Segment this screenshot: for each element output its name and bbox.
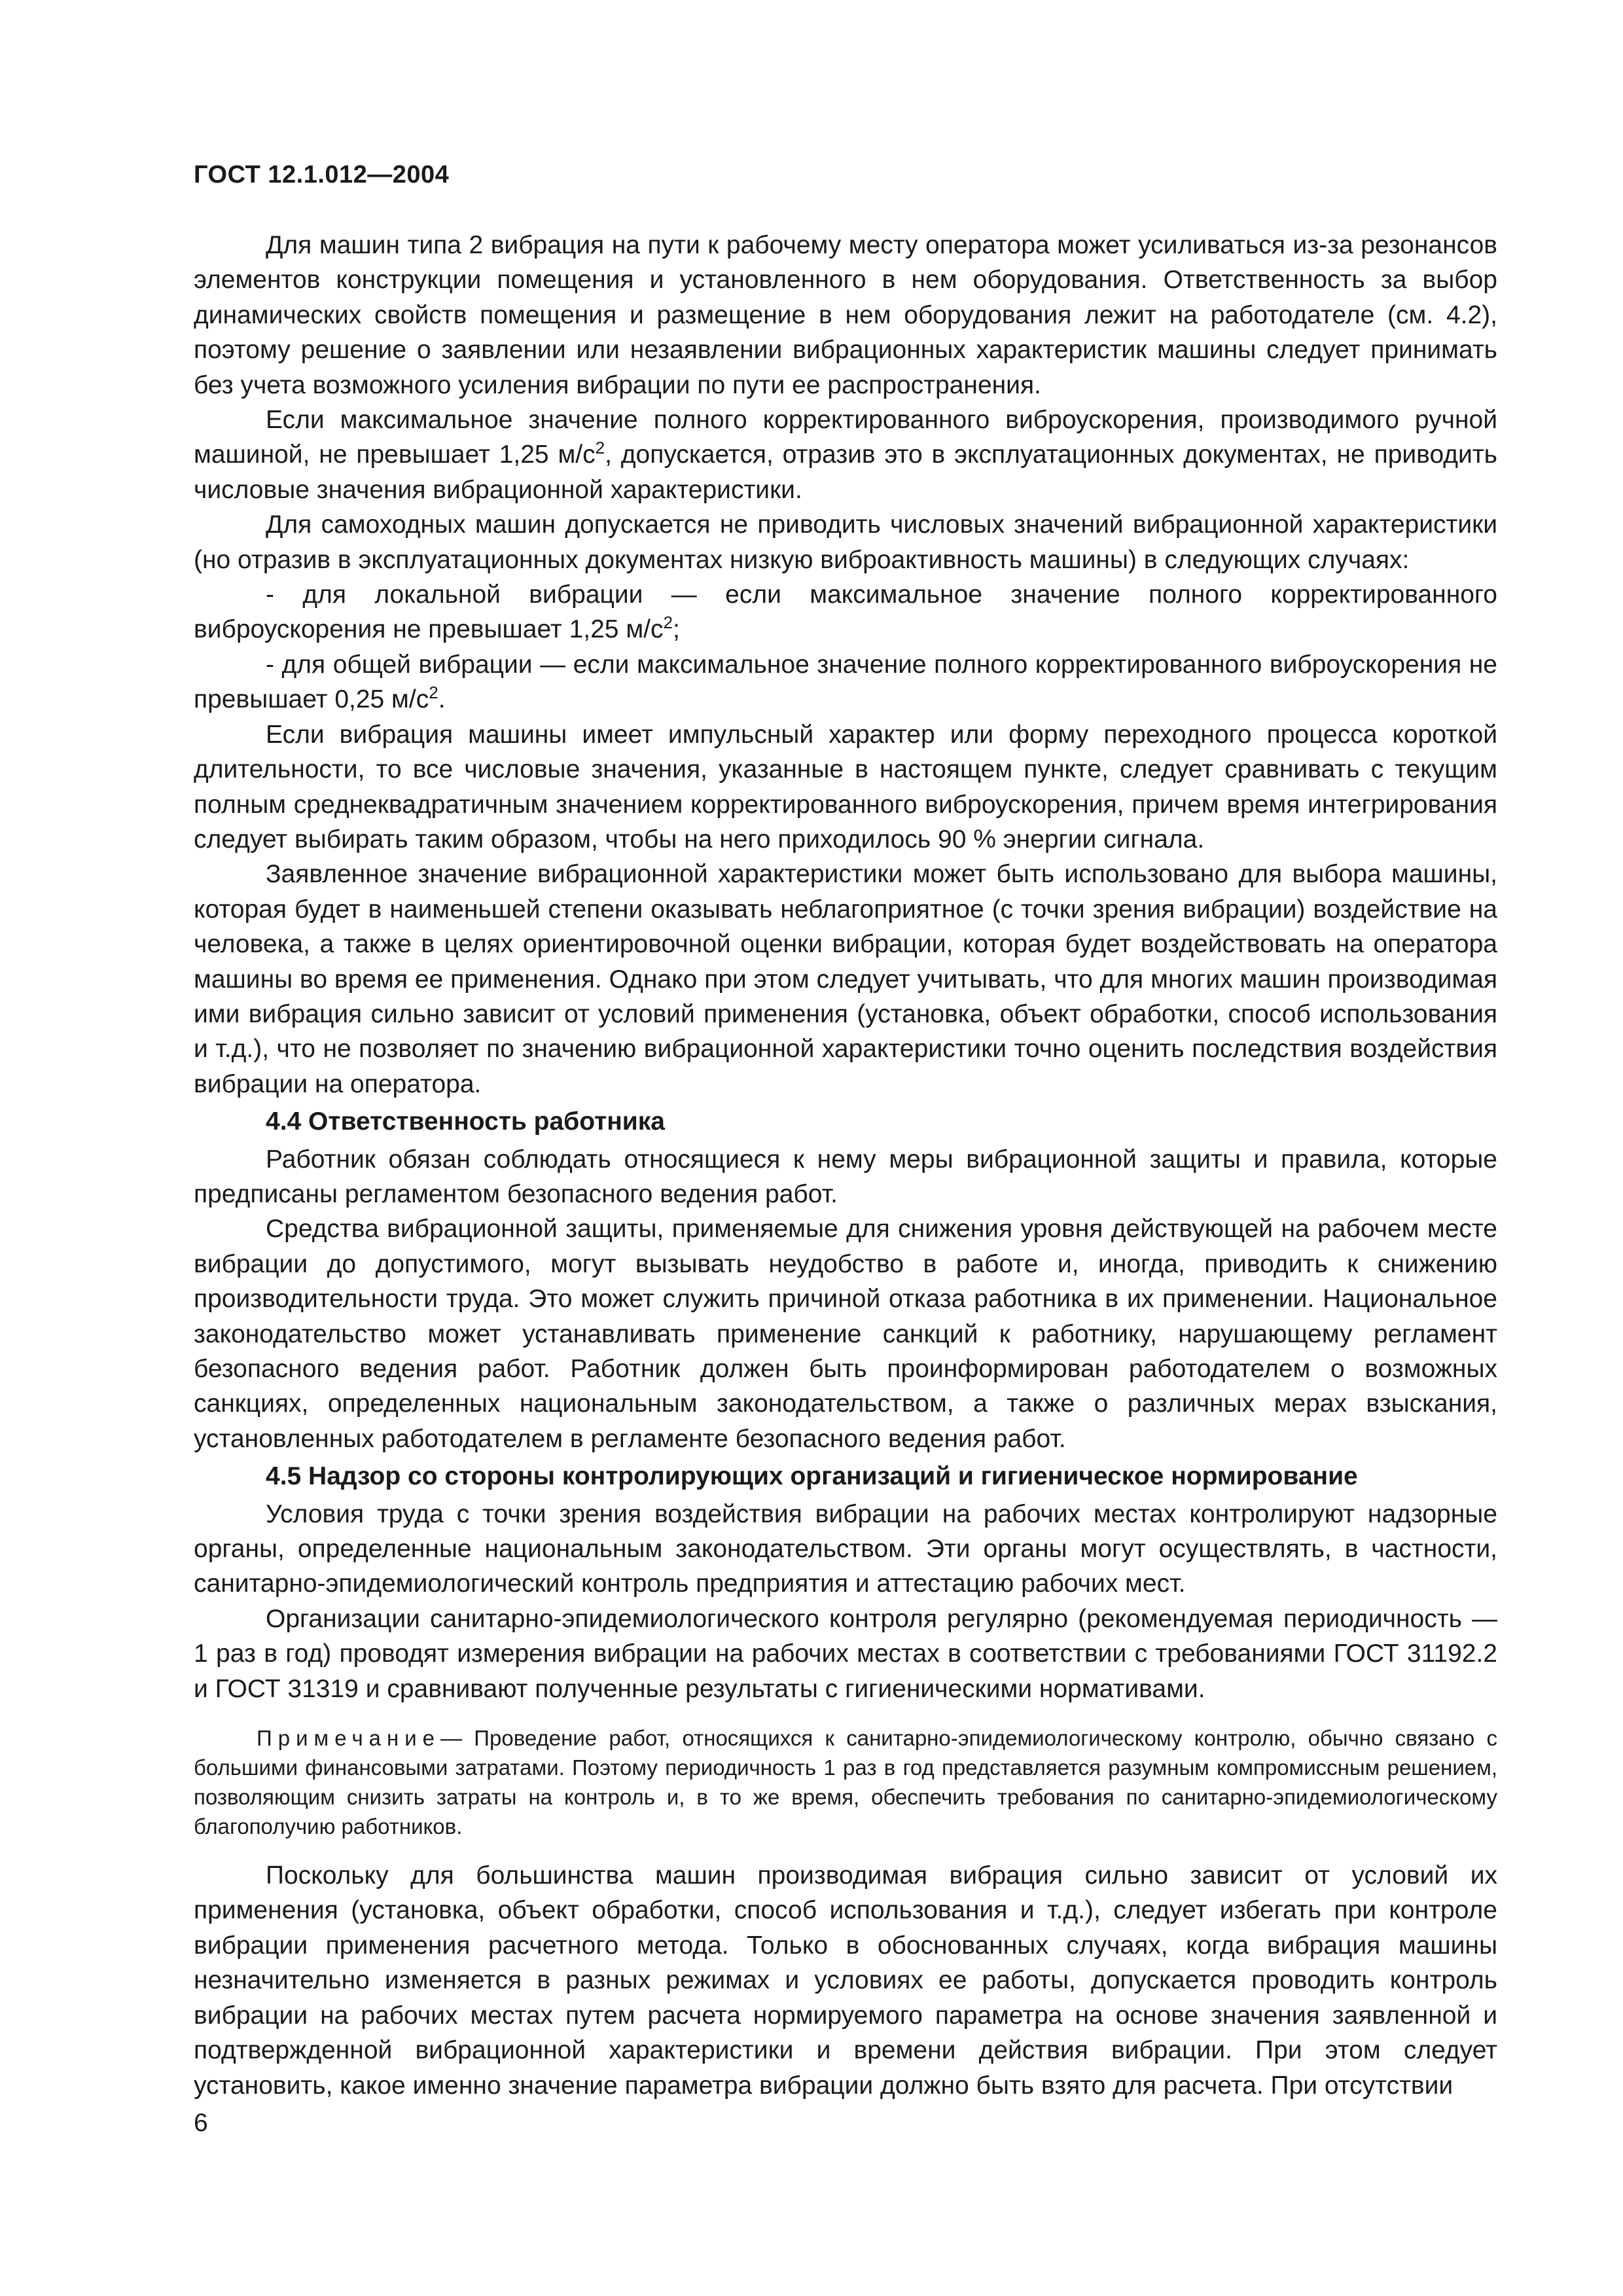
paragraph: Если вибрация машины имеет импульсный характер или форму переходного процесса короткой длительности, то все числовые значения, указанные в настоящем пункте, следует сравнивать с текущим полным среднеквадратичным значением корректированного виброускорения, причем время интегрирования следует выбирать таким образом, чтобы на него приходилось 90 % энергии сигнала. bbox=[194, 720, 1497, 853]
page-body bbox=[194, 228, 1497, 2103]
note bbox=[194, 1723, 1497, 1841]
paragraph: Заявленное значение вибрационной характеристики может быть использовано для выбора машины, которая будет в наименьшей степени оказывать неблагоприятное (с точки зрения вибрации) воздействие на человека, а также в целях ориентировочной оценки вибрации, которая будет воздействовать на оператора машины во время ее применения. Однако при этом следует учитывать, что для многих машин производимая ими вибрация сильно зависит от условий применения (установка, объект обработки, способ использования и т.д.), что не позволяет по значению вибрационной характеристики точно оценить последствия воздействия вибрации на оператора. bbox=[194, 860, 1497, 1098]
paragraph-text: , допускается, отразив это в эксплуатационных документах, не приводить числовые значения вибрационной характеристики. bbox=[194, 440, 1498, 504]
page-number: 6 bbox=[194, 2109, 208, 2137]
paragraph: Организации санитарно-эпидемиологического контроля регулярно (рекомендуемая периодичность — 1 раз в год) проводят измерения вибрации на рабочих местах в соответствии с требованиями ГОСТ 31192.2 и ГОСТ 31319 и сравнивают полученные результаты с гигиеническими нормативами. bbox=[194, 1604, 1497, 1703]
superscript: 2 bbox=[595, 438, 605, 458]
list-item bbox=[194, 577, 1497, 647]
document-header: ГОСТ 12.1.012—2004 bbox=[194, 161, 450, 188]
paragraph-text: Если максимальное значение полного корректированного виброускорения, производимого ручной машиной, не превышает 1,25 м/с bbox=[194, 406, 1497, 469]
paragraph bbox=[194, 403, 1497, 507]
list-item bbox=[194, 647, 1497, 717]
list-item-text: - для локальной вибрации — если максимальное значение полного корректированного виброускорения не превышает 1,25 м/с bbox=[194, 581, 1497, 644]
paragraph: Для самоходных машин допускается не приводить числовых значений вибрационной характеристики (но отразив в эксплуатационных документах низкую виброактивность машины) в следующих случаях: bbox=[194, 511, 1497, 574]
list-item-text: . bbox=[438, 685, 446, 714]
note-text: — Проведение работ, относящихся к санитарно-эпидемиологическому контролю, обычно связано с большими финансовыми затратами. Поэтому периодичность 1 раз в год представляется разумным компромиссным решением, позволяющим снизить затраты на контроль и, в то же время, обеспечить требования по санитарно-эпидемиологическому благополучию работников. bbox=[194, 1726, 1497, 1839]
section-heading: 4.5 Надзор со стороны контролирующих организаций и гигиеническое нормирование bbox=[266, 1462, 1358, 1491]
paragraph: Средства вибрационной защиты, применяемые для снижения уровня действующей на рабочем месте вибрации до допустимого, могут вызывать неудобство в работе и, иногда, приводить к снижению производительности труда. Это может служить причиной отказа работника в их применении. Национальное законодательство может устанавливать применение санкций к работнику, нарушающему регламент безопасного ведения работ. Работник должен быть проинформирован работодателем о возможных санкциях, определенных национальным законодательством, а также о различных мерах взыскания, установленных работодателем в регламенте безопасного ведения работ. bbox=[194, 1215, 1497, 1453]
note-label: Примечание bbox=[257, 1726, 441, 1751]
list-item-text: ; bbox=[672, 615, 680, 644]
paragraph: Работник обязан соблюдать относящиеся к нему меры вибрационной защиты и правила, которые предписаны регламентом безопасного ведения работ. bbox=[194, 1145, 1497, 1208]
superscript: 2 bbox=[663, 613, 673, 633]
paragraph: Для машин типа 2 вибрация на пути к рабочему месту оператора может усиливаться из-за резонансов элементов конструкции помещения и установленного в нем оборудования. Ответственность за выбор динамических свойств помещения и размещение в нем оборудования лежит на работодателе (см. 4.2), поэтому решение о заявлении или незаявлении вибрационных характеристик машины следует принимать без учета возможного усиления вибрации по пути ее распространения. bbox=[194, 231, 1497, 399]
paragraph: Условия труда с точки зрения воздействия вибрации на рабочих местах контролируют надзорные органы, определенные национальным законодательством. Эти органы могут осуществлять, в частности, санитарно-эпидемиологический контроль предприятия и аттестацию рабочих мест. bbox=[194, 1499, 1497, 1598]
list-item-text: - для общей вибрации — если максимальное значение полного корректированного виброускорения не превышает 0,25 м/с bbox=[194, 650, 1497, 714]
paragraph: Поскольку для большинства машин производимая вибрация сильно зависит от условий их применения (установка, объект обработки, способ использования и т.д.), следует избегать при контроле вибрации применения расчетного метода. Только в обоснованных случаях, когда вибрация машины незначительно изменяется в разных режимах и условиях ее работы, допускается проводить контроль вибрации на рабочих местах путем расчета нормируемого параметра на основе значения заявленной и подтвержденной вибрационной характеристики и времени действия вибрации. При этом следует установить, какое именно значение параметра вибрации должно быть взято для расчета. При отсутствии bbox=[194, 1861, 1497, 2100]
superscript: 2 bbox=[429, 683, 438, 703]
section-heading: 4.4 Ответственность работника bbox=[266, 1107, 665, 1136]
